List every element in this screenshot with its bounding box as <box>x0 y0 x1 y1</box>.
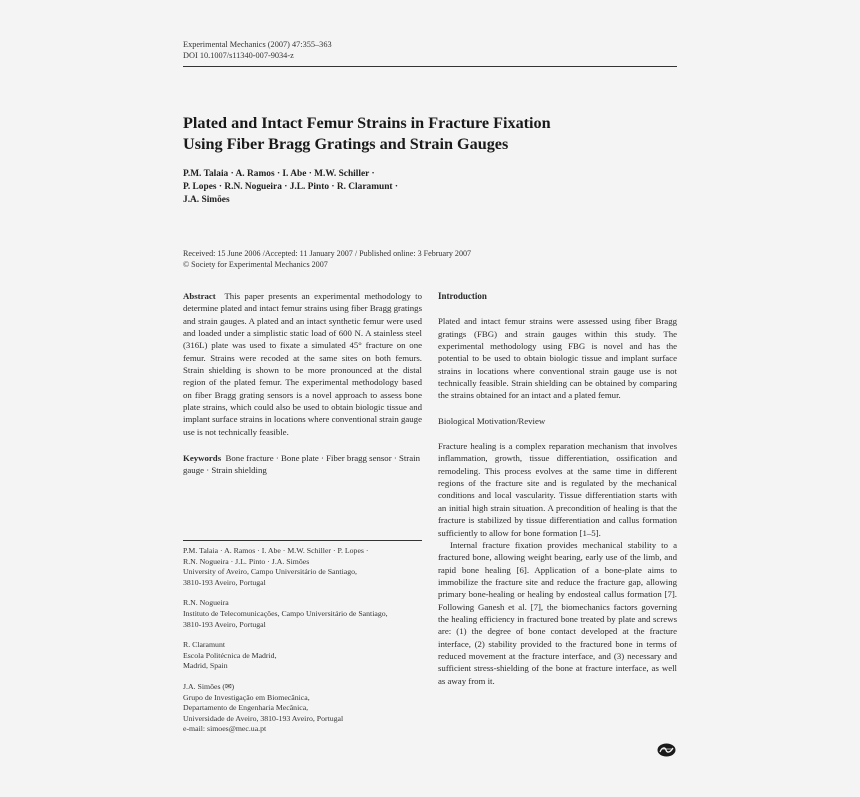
publication-dates <box>183 249 471 270</box>
received-dates: Received: 15 June 2006 /Accepted: 11 January 2007 / Published online: 3 February 2007 <box>183 249 472 258</box>
copyright: © Society for Experimental Mechanics 2007 <box>183 259 328 269</box>
introduction-heading: Introduction <box>438 291 487 301</box>
abstract-label: Abstract <box>183 291 216 301</box>
abstract <box>183 290 422 438</box>
springer-logo-icon <box>657 743 676 757</box>
affiliation-line: Escola Politécnica de Madrid, <box>183 650 277 660</box>
introduction-paragraph: Plated and intact femur strains were assessed using fiber Bragg gratings (FBG) and strain gauges within this study. The experimental methodology using FBG is novel and has the potential to be used to obtain biologic tissue and implant surface strains in locations where conventional strain gauge use is not technically feasible. Strain shielding can be obtained by comparing the strains obtained for an intact and a plated femur. <box>438 316 677 401</box>
affiliation-line: R.N. Nogueira <box>183 598 229 608</box>
paper-title <box>183 113 653 155</box>
journal-header <box>183 39 332 61</box>
affiliation-madrid <box>183 640 422 672</box>
biological-motivation-heading: Biological Motivation/Review <box>438 415 546 426</box>
keywords <box>183 452 422 477</box>
body-paragraph: Fracture healing is a complex reparation mechanism that involves inflammation, growth, tissue differentiation, ossification and remodeling. This process evolves at the same time in different regions of the fracture site and is regulated by the mechanical conditions and local vascularity. Tissue differentiation starts with an initial high strain situation. A precondition of healing is that the fracture is stabilized by tissue differentiation and callus formation sufficiently to allow for bone formation [1–5]. <box>438 441 677 538</box>
affiliation-line: R.N. Nogueira · J.L. Pinto · J.A. Simões <box>183 556 310 566</box>
affiliation-line: R. Claramunt <box>183 640 226 650</box>
affiliation-line: P.M. Talaia · A. Ramos · I. Abe · M.W. Schiller · P. Lopes · <box>183 546 369 555</box>
doi: DOI 10.1007/s11340-007-9034-z <box>183 51 294 60</box>
authors-line-3: J.A. Simões <box>183 195 230 205</box>
affiliation-line: Instituto de Telecomunicações, Campo Universitário de Santiago, <box>183 608 388 618</box>
title-line-2: Using Fiber Bragg Gratings and Strain Gauges <box>183 135 509 153</box>
affiliations <box>183 546 422 745</box>
affiliation-telecom <box>183 598 422 630</box>
title-line-1: Plated and Intact Femur Strains in Fracture Fixation <box>183 114 551 132</box>
body-paragraph: Internal fracture fixation provides mechanical stability to a fractured bone, allowing weight bearing, early use of the limb, and rapid bone healing [6]. Application of a bone-plate aims to immobilize the fracture site and reduce the fracture gap, allowing primary bone-healing or healing by endosteal callus formation [7]. Following Ganesh et al. [7], the biomechanics factors governing the healing efficiency in fractured bone treated by plate and screws are: (1) the degree of bone contact developed at the fracture interface, (2) stability provided to the fractured bone in terms of reduced movement at the fracture interface, and (3) necessary and sufficient stress-shielding of the bone at fracture interface, as well as away from it. <box>438 539 677 686</box>
affiliation-aveiro <box>183 546 422 588</box>
journal-citation: Experimental Mechanics (2007) 47:355–363 <box>183 40 332 49</box>
right-column <box>438 290 677 687</box>
affiliation-line: Departamento de Engenharia Mecânica, <box>183 703 309 713</box>
keywords-label: Keywords <box>183 453 222 464</box>
affiliation-rule <box>183 540 422 541</box>
keywords-text: Bone fracture · Bone plate · Fiber bragg sensor · Strain gauge · Strain shielding <box>183 453 420 476</box>
affiliation-line: J.A. Simões (✉) <box>183 681 235 691</box>
left-column <box>183 290 422 477</box>
affiliation-corresponding <box>183 682 422 735</box>
affiliation-line: 3810-193 Aveiro, Portugal <box>183 619 266 629</box>
affiliation-line: Grupo de Investigação em Biomecânica, <box>183 692 310 702</box>
abstract-text: This paper presents an experimental methodology to determine plated and intact femur strains using fiber Bragg gratings and strain gauges. A plated and an intact synthetic femur were used and loaded under a simplistic static load of 600 N. A stainless steel (316L) plate was used to fixate a simulated 45° fracture on one femur. Strains were recoded at the same sites on both femurs. Strain shielding is shown to be more pronounced at the distal region of the plated femur. The experimental methodology based on fiber Bragg grating sensors is a novel approach to assess bone plate strains, which could also be used to obtain biologic tissue and implant surface strains in locations where conventional strain gauge use is not technically feasible. <box>183 291 422 437</box>
affiliation-line: 3810-193 Aveiro, Portugal <box>183 577 266 587</box>
affiliation-line: Madrid, Spain <box>183 661 228 671</box>
affiliation-line: Universidade de Aveiro, 3810-193 Aveiro, Portugal <box>183 713 344 723</box>
affiliation-line: University of Aveiro, Campo Universitário de Santiago, <box>183 567 357 577</box>
author-list <box>183 168 483 207</box>
email-address: e-mail: simoes@mec.ua.pt <box>183 724 267 734</box>
authors-line-2: P. Lopes · R.N. Nogueira · J.L. Pinto · R. Claramunt · <box>183 182 399 192</box>
authors-line-1: P.M. Talaia · A. Ramos · I. Abe · M.W. Schiller · <box>183 169 375 179</box>
header-rule <box>183 66 677 67</box>
